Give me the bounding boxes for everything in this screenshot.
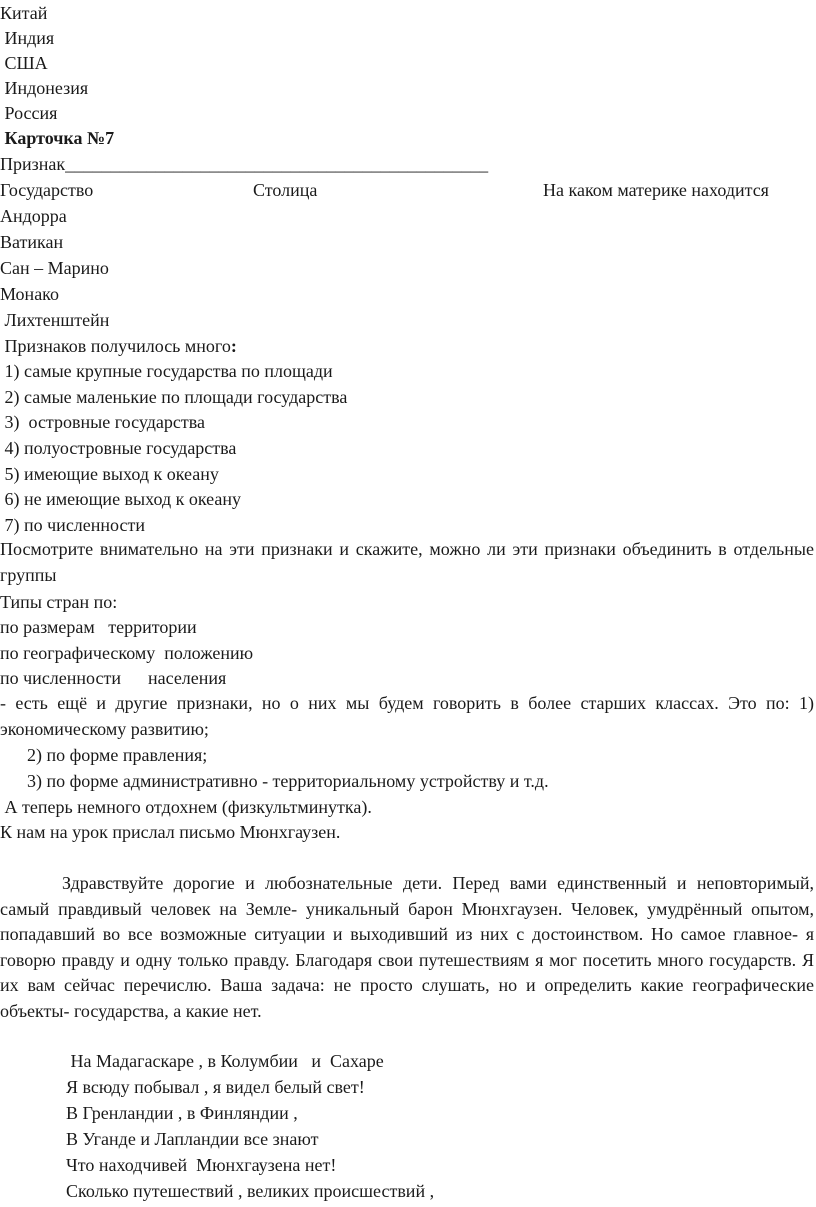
types-title: Типы стран по: [0,592,118,612]
type-item: по размерам территории [0,617,197,637]
features-intro-colon: : [230,336,237,356]
feature-item: 1) самые крупные государства по площади [0,361,333,381]
letter-intro: К нам на урок прислал письмо Мюнхгаузен. [0,822,341,842]
other-features-paragraph: - есть ещё и другие признаки, но о них мы будем говорить в более старших классах. Это по: 1) экономическому развитию; [0,693,814,739]
type-item: по численности населения [0,668,227,688]
other-feature-item: 3) по форме административно - территориальному устройству и т.д. [0,771,549,791]
letter-paragraph: Здравствуйте дорогие и любознательные дети. Перед вами единственный и неповторимый, самый правдивый человек на Земле- уникальный барон Мюнхгаузен. Человек, умудрённый опытом, попадавший во все возможные ситуации и выходивший из них с достоинством. Но самое главное- я говорю правду и одну только правду. Благодаря свои путешествиям я мог посетить много государств. Я их вам сейчас перечислю. Ваша задача: не просто слушать, но и определить какие географические объекты- государства, а какие нет. [0,873,814,1021]
type-item: по географическому положению [0,643,254,663]
state-item: Ватикан [0,232,64,252]
poem-line: Сколько путешествий , великих происшествий , [66,1181,435,1201]
country-item: Китай [0,3,48,23]
country-item: США [0,53,48,73]
header-capital: Столица [253,180,318,200]
poem-line: Я всюду побывал , я видел белый свет! [66,1077,365,1097]
features-intro [0,333,237,359]
state-item: Сан – Марино [0,258,109,278]
poem-line: Что находчивей Мюнхгаузена нет! [66,1155,337,1175]
feature-item: 7) по численности [0,515,145,535]
feature-item: 4) полуостровные государства [0,438,237,458]
question-paragraph: Посмотрите внимательно на эти признаки и скажите, можно ли эти признаки объединить в отдельные группы [0,539,814,585]
country-item: Индонезия [0,78,89,98]
poem-line: В Гренландии , в Финляндии , [66,1103,298,1123]
state-item: Андорра [0,206,67,226]
country-item: Россия [0,103,58,123]
feature-item: 6) не имеющие выход к океану [0,489,241,509]
poem-line: В Уганде и Лапландии все знают [66,1129,319,1149]
card-title: Карточка №7 [0,128,115,148]
other-feature-item: 2) по форме правления; [0,745,208,765]
feature-item: 2) самые маленькие по площади государства [0,387,348,407]
break-line: А теперь немного отдохнем (физкультминутка). [0,797,372,817]
feature-item: 3) островные государства [0,412,205,432]
poem-line: На Мадагаскаре , в Колумбии и Сахаре [66,1051,384,1071]
feature-blank-line: Признак_______________________________________________ [0,154,489,174]
header-state: Государство [0,180,94,200]
feature-item: 5) имеющие выход к океану [0,464,219,484]
features-intro-text: Признаков получилось много [0,336,231,356]
header-continent: На каком материке находится [543,180,769,200]
state-item: Монако [0,284,60,304]
state-item: Лихтенштейн [0,310,110,330]
country-item: Индия [0,28,55,48]
